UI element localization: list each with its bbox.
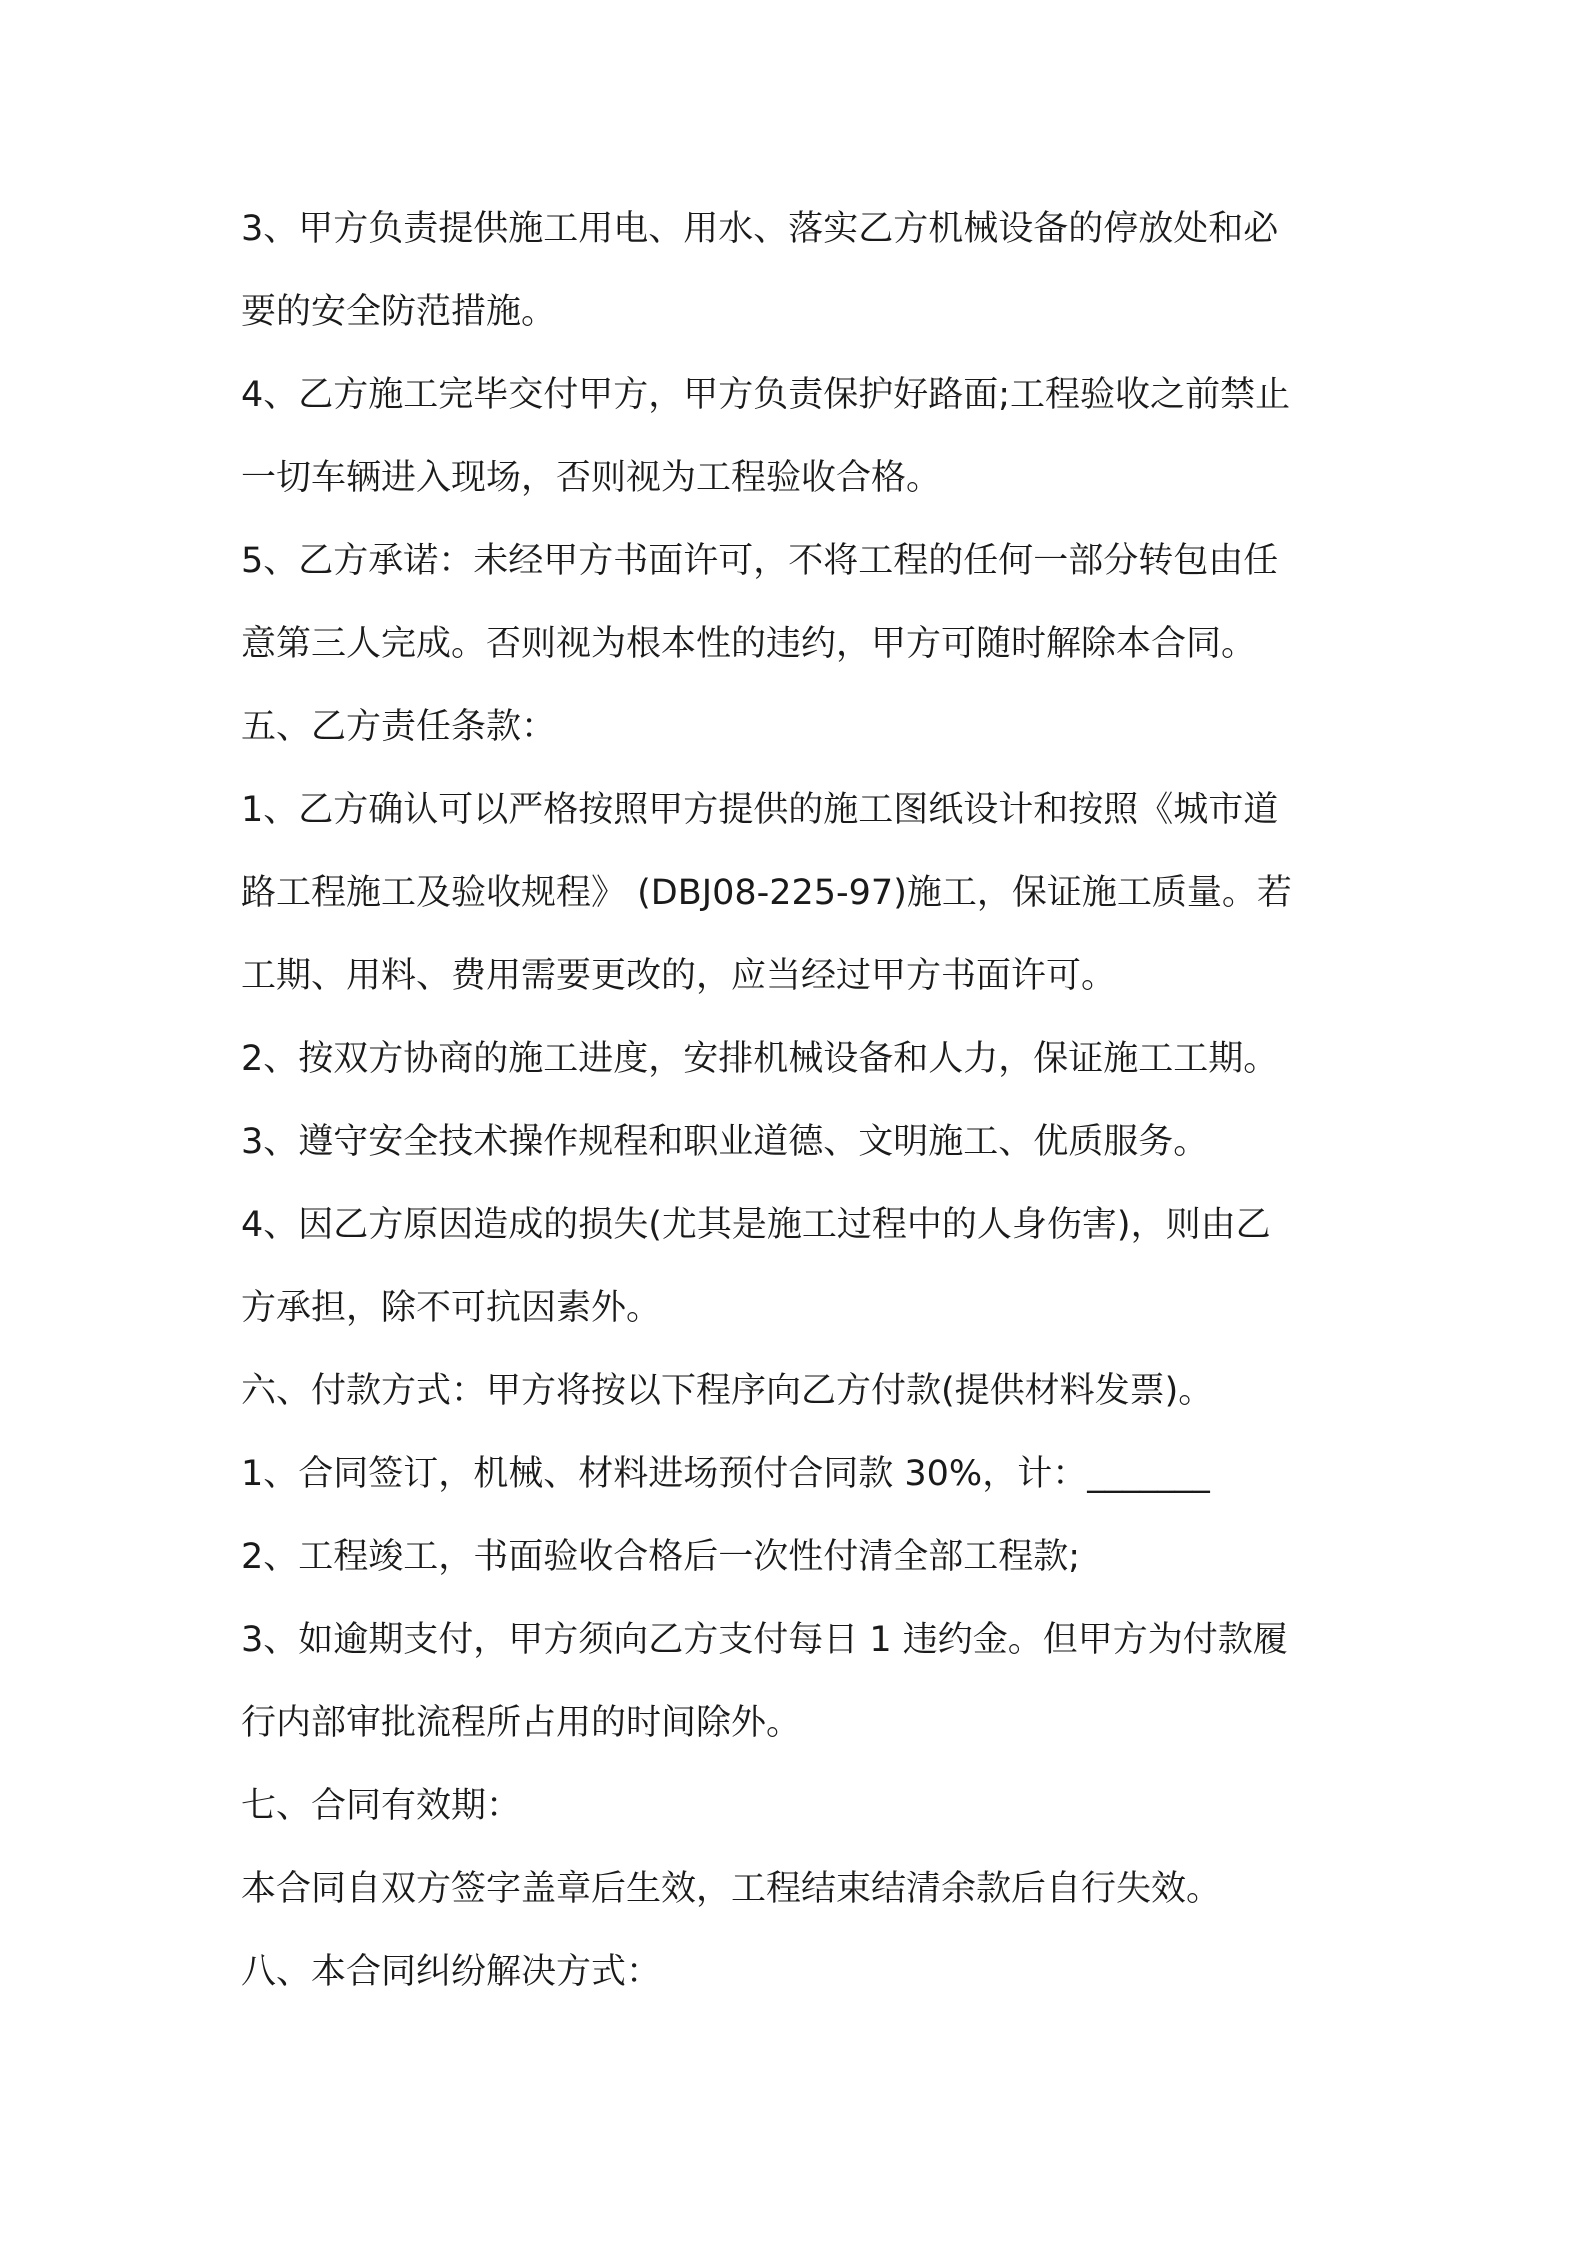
section-7-heading: 七、合同有效期： — [241, 1786, 522, 1826]
clause-5-no-subcontract-line-1: 5、乙方承诺：未经甲方书面许可，不将工程的任何一部分转包由任 — [241, 541, 1279, 581]
clause-3-party-a-utilities-line-1: 3、甲方负责提供施工用电、用水、落实乙方机械设备的停放处和必 — [241, 209, 1279, 249]
section-6-item-3-line-1: 3、如逾期支付，甲方须向乙方支付每日 1 违约金。但甲方为付款履 — [241, 1620, 1288, 1660]
section-6-heading: 六、付款方式：甲方将按以下程序向乙方付款(提供材料发票)。 — [241, 1371, 1214, 1411]
section-7-body: 本合同自双方签字盖章后生效，工程结束结清余款后自行失效。 — [241, 1869, 1222, 1909]
section-5-item-1-line-3: 工期、用料、费用需要更改的，应当经过甲方书面许可。 — [241, 956, 1117, 996]
section-5-item-1-line-2: 路工程施工及验收规程》 (DBJ08-225-97)施工，保证施工质量。若 — [241, 873, 1292, 913]
section-6-item-2: 2、工程竣工，书面验收合格后一次性付清全部工程款; — [241, 1537, 1081, 1577]
section-5-item-4-line-2: 方承担，除不可抗因素外。 — [241, 1288, 662, 1328]
section-5-item-3: 3、遵守安全技术操作规程和职业道德、文明施工、优质服务。 — [241, 1122, 1209, 1162]
clause-4-road-protection-line-1: 4、乙方施工完毕交付甲方，甲方负责保护好路面;工程验收之前禁止 — [241, 375, 1291, 415]
section-6-item-1: 1、合同签订，机械、材料进场预付合同款 30%，计：_______ — [241, 1454, 1210, 1494]
clause-5-no-subcontract-line-2: 意第三人完成。否则视为根本性的违约，甲方可随时解除本合同。 — [241, 624, 1257, 664]
section-8-heading: 八、本合同纠纷解决方式： — [241, 1952, 662, 1992]
section-5-item-1-line-1: 1、乙方确认可以严格按照甲方提供的施工图纸设计和按照《城市道 — [241, 790, 1279, 830]
section-6-item-3-line-2: 行内部审批流程所占用的时间除外。 — [241, 1703, 802, 1743]
clause-4-road-protection-line-2: 一切车辆进入现场，否则视为工程验收合格。 — [241, 458, 942, 498]
clause-3-party-a-utilities-line-2: 要的安全防范措施。 — [241, 292, 557, 332]
section-5-item-2: 2、按双方协商的施工进度，安排机械设备和人力，保证施工工期。 — [241, 1039, 1279, 1079]
section-5-heading: 五、乙方责任条款： — [241, 707, 557, 747]
section-5-item-4-line-1: 4、因乙方原因造成的损失(尤其是施工过程中的人身伤害)，则由乙 — [241, 1205, 1271, 1245]
